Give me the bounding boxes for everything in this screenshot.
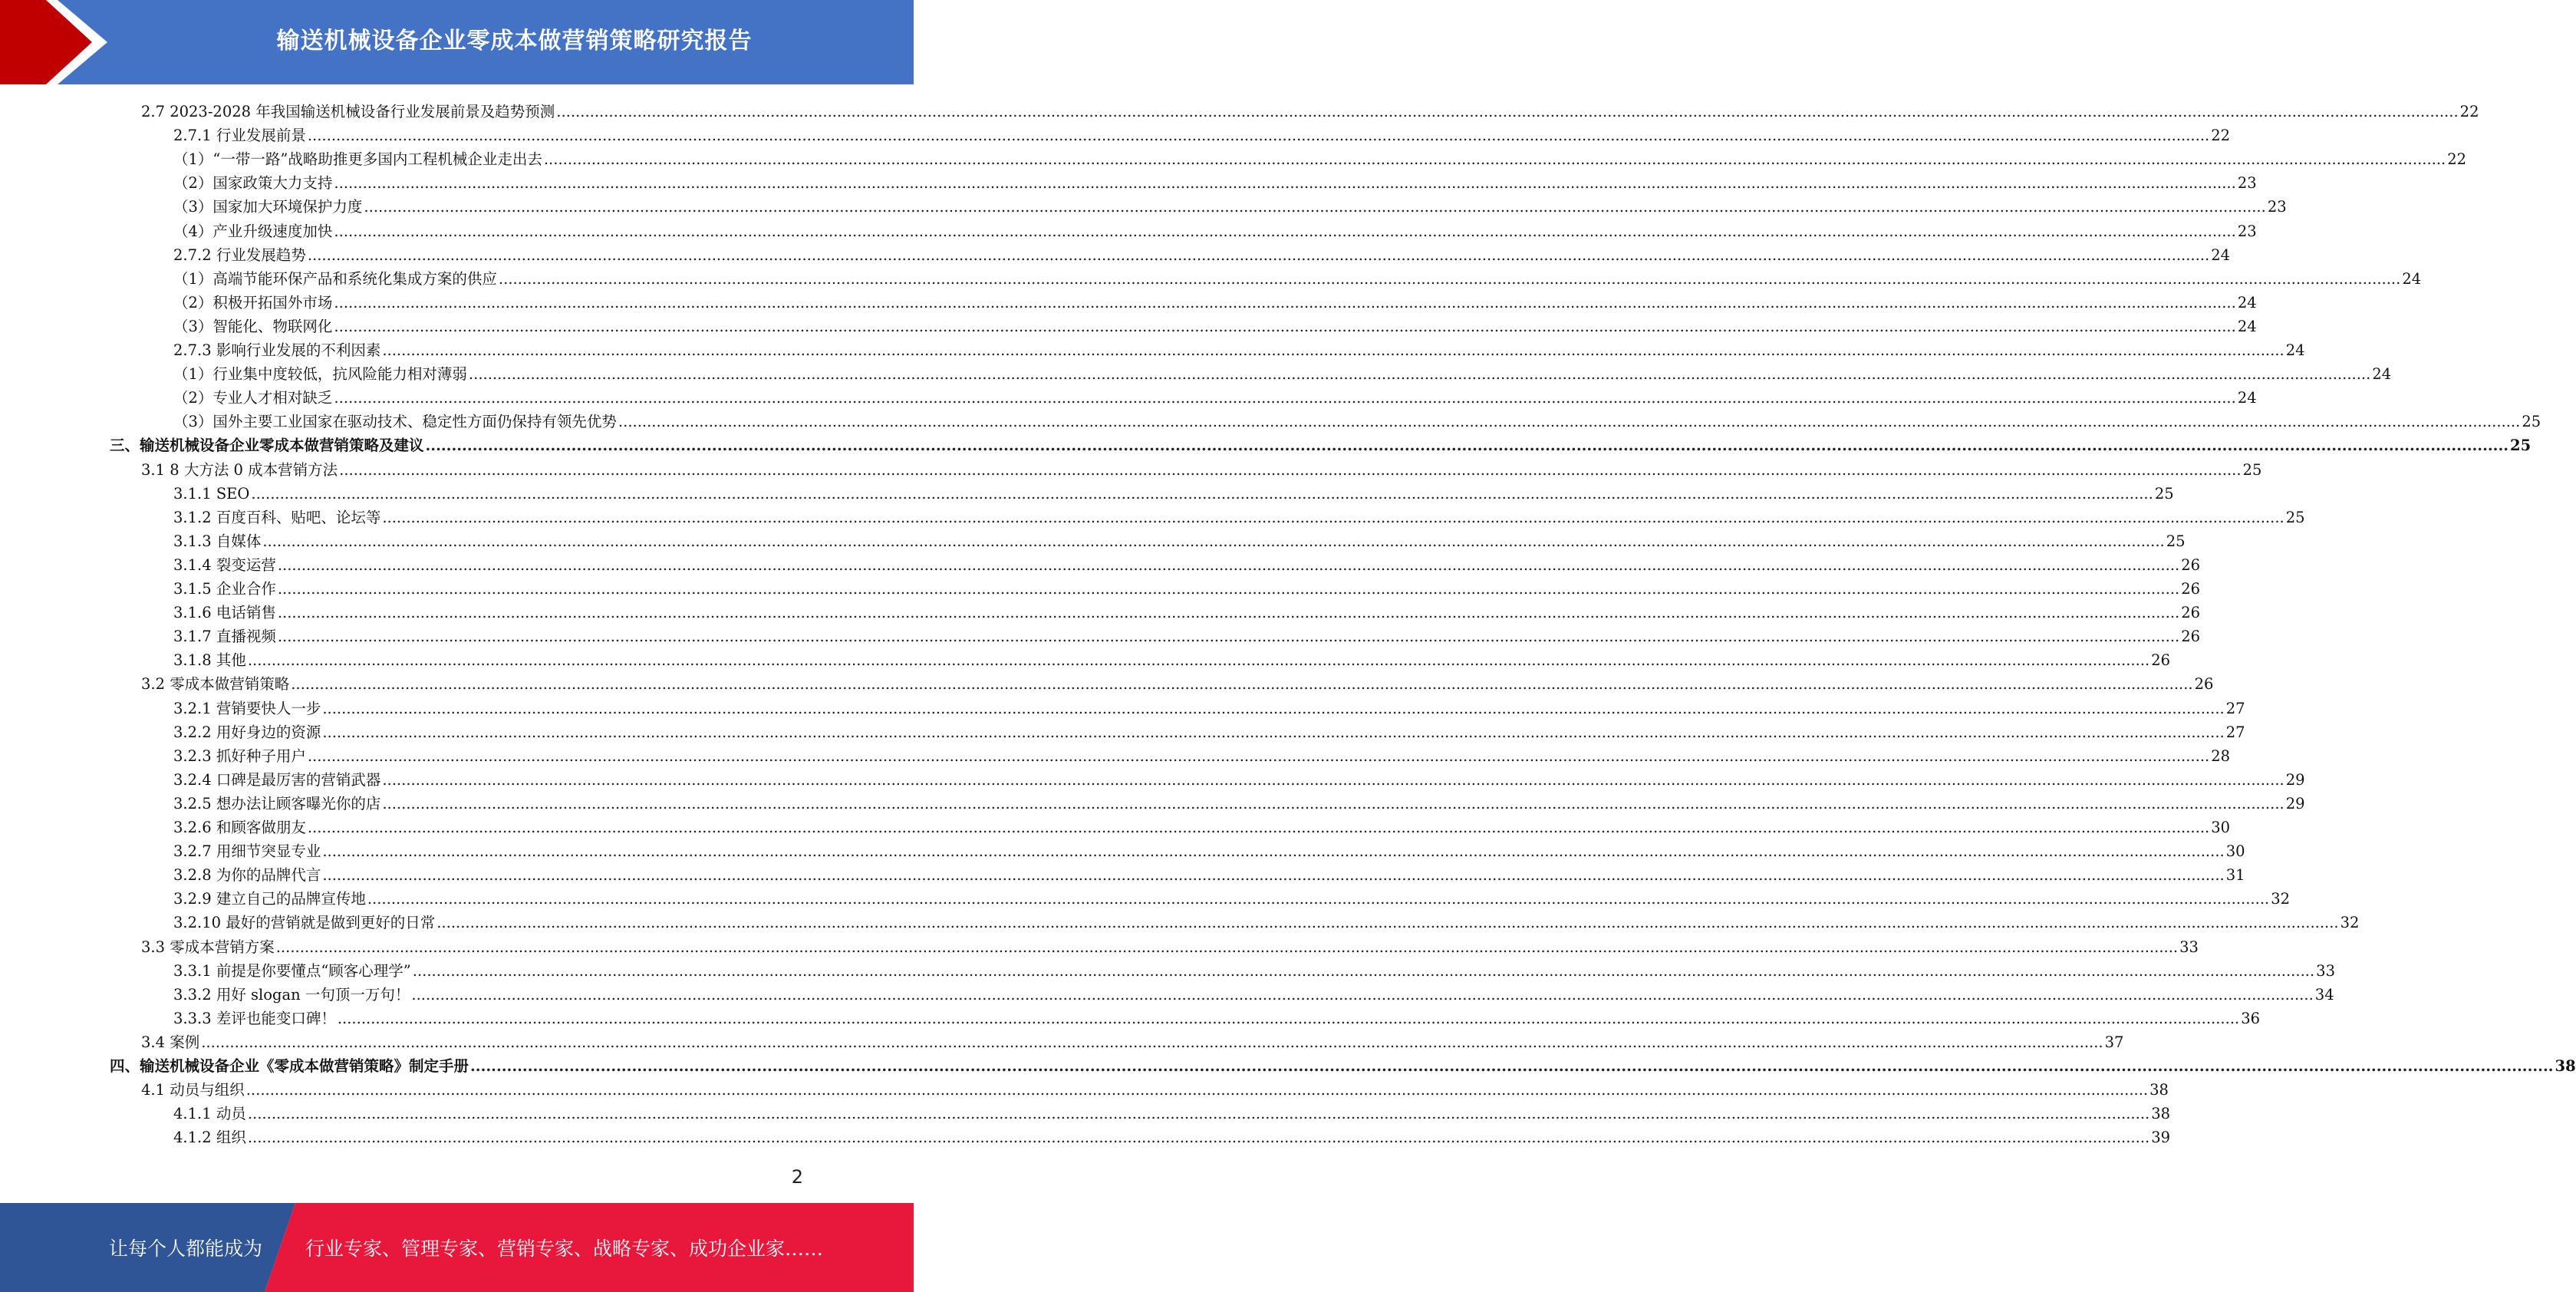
- toc-entry-title: 2.7 2023-2028 年我国输送机械设备行业发展前景及趋势预测: [141, 103, 555, 120]
- toc-entry-page: 26: [2194, 675, 2214, 694]
- toc-entry-page: 28: [2211, 747, 2231, 765]
- toc-entry[interactable]: [0, 813, 2231, 837]
- footer-slogan-left: 让每个人都能成为: [109, 1238, 263, 1260]
- page-number: 2: [791, 1166, 803, 1188]
- toc-entry-title: 3.1.7 直播视频: [173, 628, 276, 646]
- toc-dot-leader: ................................................................................................................................................................................................................................................................................................................................................................................................................: [307, 246, 2210, 264]
- toc-entry-title: 2.7.2 行业发展趋势: [173, 246, 306, 264]
- toc-entry[interactable]: [0, 336, 2305, 360]
- toc-entry[interactable]: [0, 837, 2245, 861]
- toc-entry-page: 24: [2285, 341, 2305, 359]
- toc-entry-page: 29: [2285, 794, 2305, 812]
- toc-entry-page: 25: [2522, 413, 2541, 431]
- toc-entry[interactable]: [0, 646, 2171, 670]
- toc-entry[interactable]: [0, 622, 2201, 646]
- toc-entry-title: 3.3.1 前提是你要懂点“顾客心理学”: [173, 961, 411, 980]
- toc-entry[interactable]: [0, 908, 2360, 932]
- toc-entry-page: 23: [2237, 174, 2257, 193]
- toc-dot-leader: ................................................................................................................................................................................................................................................................................................................................................................................................................: [307, 127, 2210, 145]
- toc-dot-leader: ................................................................................................................................................................................................................................................................................................................................................................................................................: [247, 1105, 2150, 1123]
- toc-entry-title: （3）国家加大环境保护力度: [173, 198, 363, 216]
- toc-entry-title: 3.1.2 百度百科、贴吧、论坛等: [173, 508, 381, 526]
- toc-entry-page: 24: [2237, 317, 2257, 335]
- toc-entry-page: 26: [2151, 651, 2171, 670]
- toc-dot-leader: ................................................................................................................................................................................................................................................................................................................................................................................................................: [425, 437, 2509, 455]
- toc-dot-leader: ................................................................................................................................................................................................................................................................................................................................................................................................................: [277, 628, 2180, 646]
- toc-entry-page: 22: [2211, 127, 2231, 145]
- toc-entry[interactable]: [0, 1099, 2171, 1123]
- toc-entry-page: 39: [2151, 1129, 2171, 1147]
- toc-entry-page: 36: [2241, 1009, 2261, 1027]
- toc-entry-page: 24: [2237, 293, 2257, 311]
- toc-entry[interactable]: [0, 1123, 2171, 1147]
- toc-dot-leader: ................................................................................................................................................................................................................................................................................................................................................................................................................: [412, 961, 2315, 980]
- toc-dot-leader: ................................................................................................................................................................................................................................................................................................................................................................................................................: [618, 413, 2521, 431]
- toc-entry-title: 3.2.3 抓好种子用户: [173, 747, 306, 765]
- toc-dot-leader: ................................................................................................................................................................................................................................................................................................................................................................................................................: [334, 389, 2236, 407]
- toc-entry-title: 3.2 零成本做营销策略: [141, 675, 290, 694]
- toc-dot-leader: ................................................................................................................................................................................................................................................................................................................................................................................................................: [334, 174, 2236, 193]
- toc-entry-page: 32: [2271, 890, 2291, 908]
- toc-dot-leader: ................................................................................................................................................................................................................................................................................................................................................................................................................: [411, 985, 2314, 1004]
- toc-entry-title: 4.1.1 动员: [173, 1105, 246, 1123]
- toc-dot-leader: ................................................................................................................................................................................................................................................................................................................................................................................................................: [247, 1129, 2150, 1147]
- toc-dot-leader: ................................................................................................................................................................................................................................................................................................................................................................................................................: [201, 1033, 2103, 1051]
- toc-entry-title: （2）国家政策大力支持: [173, 174, 333, 193]
- toc-dot-leader: ................................................................................................................................................................................................................................................................................................................................................................................................................: [322, 866, 2225, 885]
- toc-entry-page: 24: [2372, 365, 2392, 384]
- toc-entry[interactable]: [0, 312, 2257, 336]
- toc-entry[interactable]: [0, 933, 2199, 957]
- toc-entry[interactable]: [0, 288, 2257, 312]
- toc-entry-page: 24: [2402, 269, 2422, 288]
- toc-dot-leader: ................................................................................................................................................................................................................................................................................................................................................................................................................: [470, 1057, 2554, 1075]
- toc-entry[interactable]: [0, 575, 2201, 598]
- toc-entry[interactable]: [0, 742, 2231, 766]
- toc-entry-title: 3.2.6 和顾客做朋友: [173, 819, 306, 836]
- toc-entry-title: 3.2.5 想办法让顾客曝光你的店: [173, 794, 381, 812]
- toc-entry[interactable]: [0, 241, 2231, 265]
- toc-entry[interactable]: [0, 789, 2305, 813]
- toc-entry-page: 26: [2181, 555, 2201, 574]
- page-footer: [0, 1203, 914, 1292]
- toc-entry[interactable]: [0, 169, 2257, 193]
- toc-entry[interactable]: [0, 1004, 2261, 1028]
- toc-dot-leader: ................................................................................................................................................................................................................................................................................................................................................................................................................: [277, 604, 2180, 622]
- toc-dot-leader: ................................................................................................................................................................................................................................................................................................................................................................................................................: [291, 675, 2193, 694]
- toc-dot-leader: ................................................................................................................................................................................................................................................................................................................................................................................................................: [436, 914, 2339, 932]
- toc-entry-title: 3.2.1 营销要快人一步: [173, 699, 321, 717]
- toc-dot-leader: ................................................................................................................................................................................................................................................................................................................................................................................................................: [382, 508, 2284, 526]
- toc-entry-page: 33: [2316, 961, 2335, 980]
- toc-entry-page: 29: [2285, 770, 2305, 789]
- toc-entry-title: 4.1.2 组织: [173, 1129, 246, 1147]
- toc-entry-title: 四、输送机械设备企业《零成本做营销策略》制定手册: [110, 1057, 469, 1075]
- toc-entry-title: 3.2.4 口碑是最厉害的营销武器: [173, 770, 381, 789]
- toc-entry-page: 34: [2314, 985, 2334, 1004]
- toc-entry[interactable]: [0, 431, 2532, 455]
- toc-dot-leader: ................................................................................................................................................................................................................................................................................................................................................................................................................: [556, 103, 2459, 120]
- toc-entry[interactable]: [0, 265, 2422, 288]
- toc-dot-leader: ................................................................................................................................................................................................................................................................................................................................................................................................................: [307, 747, 2210, 765]
- footer-slogan-right: 行业专家、管理专家、营销专家、战略专家、成功企业家……: [305, 1238, 824, 1260]
- toc-entry-title: 3.1.3 自媒体: [173, 532, 262, 550]
- toc-entry-title: （2）积极开拓国外市场: [173, 293, 333, 311]
- toc-entry-title: 3.2.8 为你的品牌代言: [173, 866, 321, 885]
- toc-entry-title: 3.1 8 大方法 0 成本营销方法: [141, 460, 338, 479]
- page-header: [0, 0, 914, 84]
- toc-entry[interactable]: [0, 503, 2305, 527]
- toc-entry[interactable]: [0, 981, 2334, 1004]
- toc-entry[interactable]: [0, 145, 2467, 169]
- toc-entry-title: 4.1 动员与组织: [141, 1081, 245, 1099]
- toc-entry[interactable]: [0, 1076, 2169, 1099]
- toc-entry[interactable]: [0, 384, 2257, 407]
- toc-entry[interactable]: [0, 1052, 2576, 1076]
- toc-entry-title: （3）国外主要工业国家在驱动技术、稳定性方面仍保持有领先优势: [173, 413, 617, 431]
- toc-entry[interactable]: [0, 480, 2174, 503]
- toc-entry-page: 23: [2267, 198, 2287, 216]
- toc-dot-leader: ................................................................................................................................................................................................................................................................................................................................................................................................................: [322, 699, 2225, 717]
- toc-entry-title: （2）专业人才相对缺乏: [173, 389, 333, 407]
- toc-entry[interactable]: [0, 456, 2262, 480]
- toc-entry-title: 3.1.8 其他: [173, 651, 246, 670]
- toc-entry-page: 26: [2181, 604, 2201, 622]
- toc-entry-title: 3.3 零成本营销方案: [141, 938, 275, 956]
- toc-entry-page: 31: [2225, 866, 2245, 885]
- toc-entry[interactable]: [0, 598, 2201, 622]
- report-title: 输送机械设备企业零成本做营销策略研究报告: [276, 28, 753, 54]
- toc-entry-title: （3）智能化、物联网化: [173, 317, 333, 335]
- toc-dot-leader: ................................................................................................................................................................................................................................................................................................................................................................................................................: [543, 150, 2446, 169]
- toc-entry[interactable]: [0, 694, 2245, 718]
- toc-entry-title: 2.7.3 影响行业发展的不利因素: [173, 341, 381, 359]
- toc-dot-leader: ................................................................................................................................................................................................................................................................................................................................................................................................................: [275, 938, 2179, 956]
- toc-dot-leader: ................................................................................................................................................................................................................................................................................................................................................................................................................: [334, 317, 2236, 335]
- toc-entry-page: 24: [2211, 246, 2231, 264]
- toc-dot-leader: ................................................................................................................................................................................................................................................................................................................................................................................................................: [382, 770, 2284, 789]
- toc-entry-page: 26: [2181, 580, 2201, 598]
- toc-entry[interactable]: [0, 217, 2257, 241]
- toc-entry[interactable]: [0, 407, 2541, 431]
- toc-entry-title: （4）产业升级速度加快: [173, 222, 333, 240]
- toc-entry-title: （1）行业集中度较低，抗风险能力相对薄弱: [173, 365, 467, 384]
- toc-dot-leader: ................................................................................................................................................................................................................................................................................................................................................................................................................: [382, 341, 2284, 359]
- toc-entry-page: 38: [2555, 1057, 2576, 1075]
- toc-entry-page: 26: [2181, 628, 2201, 646]
- toc-entry-page: 37: [2104, 1033, 2124, 1051]
- toc-entry[interactable]: [0, 193, 2287, 216]
- toc-entry-title: 三、输送机械设备企业零成本做营销策略及建议: [110, 437, 424, 455]
- toc-entry-title: （1）高端节能环保产品和系统化集成方案的供应: [173, 269, 497, 288]
- toc-entry-title: 3.2.10 最好的营销就是做到更好的日常: [173, 914, 436, 932]
- toc-entry[interactable]: [0, 766, 2305, 789]
- toc-entry-title: 3.2.7 用细节突显专业: [173, 842, 321, 861]
- toc-entry[interactable]: [0, 360, 2392, 384]
- toc-entry-page: 22: [2447, 150, 2467, 169]
- toc-entry-page: 25: [2510, 437, 2532, 455]
- toc-entry-page: 25: [2154, 484, 2174, 503]
- toc-dot-leader: ................................................................................................................................................................................................................................................................................................................................................................................................................: [251, 484, 2153, 503]
- toc-dot-leader: ................................................................................................................................................................................................................................................................................................................................................................................................................: [468, 365, 2371, 384]
- toc-entry[interactable]: [0, 885, 2291, 908]
- toc-entry-page: 25: [2285, 508, 2305, 526]
- toc-entry[interactable]: [0, 1028, 2124, 1052]
- toc-entry-title: 3.3.2 用好 slogan 一句顶一万句！: [173, 985, 410, 1004]
- toc-dot-leader: ................................................................................................................................................................................................................................................................................................................................................................................................................: [364, 198, 2266, 216]
- toc-entry-page: 38: [2149, 1081, 2169, 1099]
- toc-entry-title: 3.1.4 裂变运营: [173, 555, 276, 574]
- toc-entry-title: 3.2.2 用好身边的资源: [173, 723, 321, 741]
- toc-dot-leader: ................................................................................................................................................................................................................................................................................................................................................................................................................: [337, 1009, 2240, 1027]
- toc-entry[interactable]: [0, 670, 2214, 694]
- toc-dot-leader: ................................................................................................................................................................................................................................................................................................................................................................................................................: [322, 842, 2225, 861]
- toc-entry[interactable]: [0, 957, 2335, 981]
- toc-entry-title: 3.1.1 SEO: [173, 484, 250, 503]
- toc-dot-leader: ................................................................................................................................................................................................................................................................................................................................................................................................................: [367, 890, 2270, 908]
- toc-entry[interactable]: [0, 97, 2479, 121]
- toc-entry-page: 38: [2151, 1105, 2171, 1123]
- toc-entry-title: 3.1.5 企业合作: [173, 580, 276, 598]
- toc-entry-page: 25: [2242, 460, 2262, 479]
- toc-entry-title: 3.3.3 差评也能变口碑！: [173, 1009, 336, 1027]
- toc-dot-leader: ................................................................................................................................................................................................................................................................................................................................................................................................................: [498, 269, 2401, 288]
- toc-dot-leader: ................................................................................................................................................................................................................................................................................................................................................................................................................: [245, 1081, 2149, 1099]
- toc-entry-page: 30: [2225, 842, 2245, 861]
- toc-entry-title: 3.2.9 建立自己的品牌宣传地: [173, 890, 366, 908]
- toc-entry[interactable]: [0, 718, 2245, 742]
- toc-entry[interactable]: [0, 551, 2201, 575]
- toc-entry-page: 25: [2166, 532, 2186, 550]
- toc-entry[interactable]: [0, 861, 2245, 885]
- toc-entry-page: 30: [2211, 819, 2231, 836]
- toc-dot-leader: ................................................................................................................................................................................................................................................................................................................................................................................................................: [277, 555, 2180, 574]
- toc-dot-leader: ................................................................................................................................................................................................................................................................................................................................................................................................................: [307, 819, 2210, 836]
- toc-entry-page: 27: [2225, 699, 2245, 717]
- toc-dot-leader: ................................................................................................................................................................................................................................................................................................................................................................................................................: [262, 532, 2165, 550]
- toc-entry-title: 2.7.1 行业发展前景: [173, 127, 306, 145]
- toc-entry-title: （1）“一带一路”战略助推更多国内工程机械企业走出去: [173, 150, 542, 169]
- toc-dot-leader: ................................................................................................................................................................................................................................................................................................................................................................................................................: [334, 293, 2236, 311]
- toc-dot-leader: ................................................................................................................................................................................................................................................................................................................................................................................................................: [382, 794, 2284, 812]
- header-arrow-graphic: [0, 0, 107, 84]
- toc-entry-page: 33: [2179, 938, 2199, 956]
- toc-entry-page: 22: [2459, 103, 2479, 120]
- toc-dot-leader: ................................................................................................................................................................................................................................................................................................................................................................................................................: [339, 460, 2242, 479]
- toc-entry-page: 27: [2225, 723, 2245, 741]
- toc-dot-leader: ................................................................................................................................................................................................................................................................................................................................................................................................................: [322, 723, 2225, 741]
- toc-entry[interactable]: [0, 527, 2186, 551]
- toc-entry[interactable]: [0, 121, 2231, 145]
- toc-entry-page: 24: [2237, 389, 2257, 407]
- toc-entry-title: 3.1.6 电话销售: [173, 604, 276, 622]
- toc-entry-page: 23: [2237, 222, 2257, 240]
- toc-dot-leader: ................................................................................................................................................................................................................................................................................................................................................................................................................: [247, 651, 2150, 670]
- toc-dot-leader: ................................................................................................................................................................................................................................................................................................................................................................................................................: [334, 222, 2236, 240]
- toc-entry-page: 32: [2340, 914, 2360, 932]
- toc-entry-title: 3.4 案例: [141, 1033, 200, 1051]
- toc-dot-leader: ................................................................................................................................................................................................................................................................................................................................................................................................................: [277, 580, 2180, 598]
